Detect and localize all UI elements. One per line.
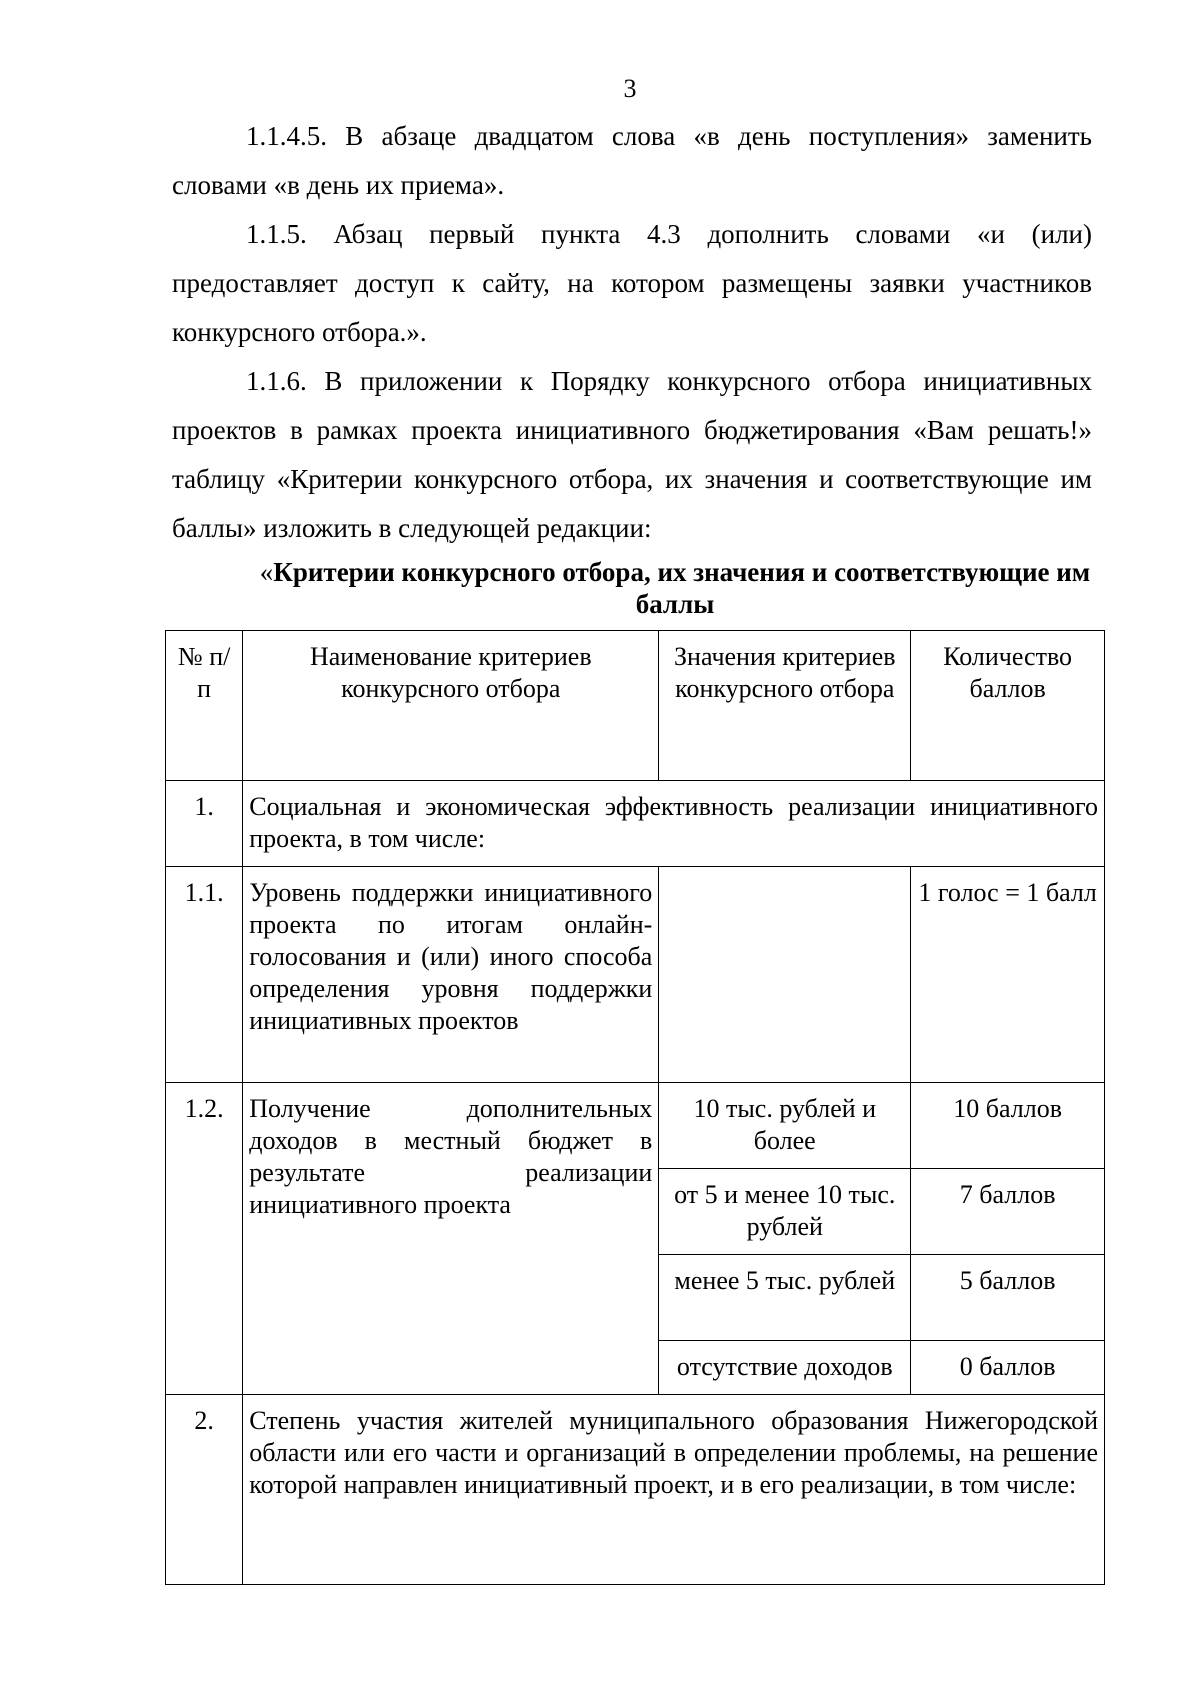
header-points: Количество баллов (911, 631, 1105, 781)
row-1-2-option-points: 10 баллов (911, 1083, 1105, 1169)
table-row-2 (166, 1395, 1105, 1585)
row-1-2-option-value: от 5 и менее 10 тыс. рублей (659, 1169, 911, 1255)
table-header-row (166, 631, 1105, 781)
row-1-2-option-points: 0 баллов (911, 1341, 1105, 1395)
row-1-1-value (659, 867, 911, 1083)
table-row-1-2 (166, 1083, 1105, 1169)
row-1-2-option-value: отсутствие доходов (659, 1341, 911, 1395)
paragraph-1-1-4-5: 1.1.4.5. В абзаце двадцатом слова «в день поступления» заменить словами «в день их приема». (172, 121, 1092, 200)
header-values: Значения критериев конкурсного отбора (659, 631, 911, 781)
header-name: Наименование критериев конкурсного отбора (243, 631, 659, 781)
row-1-2-option-points: 7 баллов (911, 1169, 1105, 1255)
table-row-1-1 (166, 867, 1105, 1083)
table-title (230, 556, 1120, 620)
table-row-1 (166, 781, 1105, 867)
paragraph-1-1-5: 1.1.5. Абзац первый пункта 4.3 дополнить словами «и (или) предоставляет доступ к сайту, на котором размещены заявки участников конкурсного отбора.». (172, 219, 1092, 347)
paragraph-1-1-6: 1.1.6. В приложении к Порядку конкурсного отбора инициативных проектов в рамках проекта инициативного бюджетирования «Вам решать!» таблицу «Критерии конкурсного отбора, их значения и соответствующие им баллы» изложить в следующей редакции: (172, 366, 1092, 543)
row-1-2-name: Получение дополнительных доходов в местный бюджет в результате реализации инициативного проекта (243, 1083, 659, 1395)
row-1-2-option-value: 10 тыс. рублей и более (659, 1083, 911, 1169)
row-1-name: Социальная и экономическая эффективность реализации инициативного проекта, в том числе: (243, 781, 1105, 867)
row-2-num: 2. (166, 1395, 243, 1585)
page-number: 3 (623, 74, 637, 103)
row-2-name: Степень участия жителей муниципального образования Нижегородской области или его части и организаций в определении проблемы, на решение которой направлен инициативный проект, и в его реализации, в том числе: (243, 1395, 1105, 1585)
header-num: № п/п (166, 631, 243, 781)
row-1-num: 1. (166, 781, 243, 867)
row-1-2-num: 1.2. (166, 1083, 243, 1395)
table-title-text: Критерии конкурсного отбора, их значения и соответствующие им баллы (273, 557, 1091, 619)
row-1-2-option-value: менее 5 тыс. рублей (659, 1255, 911, 1341)
criteria-table (165, 630, 1105, 1585)
row-1-1-points: 1 голос = 1 балл (911, 867, 1105, 1083)
table-title-quote: « (259, 557, 274, 587)
row-1-1-name: Уровень поддержки инициативного проекта по итогам онлайн-голосования и (или) иного способа определения уровня поддержки инициативных проектов (243, 867, 659, 1083)
row-1-1-num: 1.1. (166, 867, 243, 1083)
row-1-2-option-points: 5 баллов (911, 1255, 1105, 1341)
